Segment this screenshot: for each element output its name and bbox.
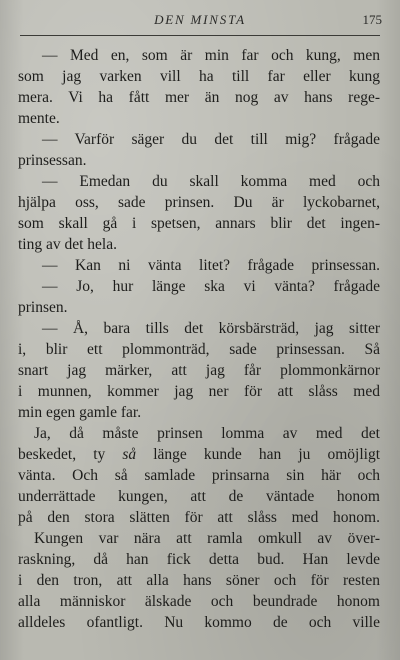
header-rule <box>20 35 380 36</box>
text-fragment: beskedet, ty <box>18 446 106 463</box>
text-line: alldeles ofantligt. Nu kommo de och ville <box>18 614 380 631</box>
running-head <box>18 12 382 30</box>
text-line: på den stora slätten för att slåss med honom. <box>18 509 380 526</box>
text-line: i den tron, att alla hans söner och för resten <box>18 572 380 589</box>
text-line: raskning, då han fick detta bud. Han levde <box>18 551 380 568</box>
text-line: underrättade kungen, att de väntade honom <box>18 488 380 505</box>
text-line: ting av det hela. <box>18 236 117 253</box>
text-line: — Med en, som är min far och kung, men <box>42 47 380 64</box>
running-title: DEN MINSTA <box>154 12 246 27</box>
text-line: min egen gamle far. <box>18 404 142 421</box>
text-line: — Jo, hur länge ska vi vänta? frågade <box>42 278 380 295</box>
text-line: Ja, då måste prinsen lomma av med det <box>34 425 380 442</box>
text-line <box>18 444 380 465</box>
emphasized-word: så <box>122 446 137 463</box>
text-line: i, blir ett plommonträd, sade prinsessan. Så <box>18 341 380 358</box>
text-line: snart jag märker, att jag får plommonkärnor <box>18 362 380 379</box>
text-line: i munnen, kommer jag ner för att slåss med <box>18 383 380 400</box>
text-line: — Kan ni vänta litet? frågade prinsessan. <box>42 257 380 274</box>
text-line: mera. Vi ha fått mer än nog av hans rege- <box>18 89 380 106</box>
text-line: vänta. Och så samlade prinsarna sin här och <box>18 467 380 484</box>
text-line: — Å, bara tills det körsbärsträd, jag sitter <box>42 320 380 337</box>
text-line: Kungen var nära att ramla omkull av över- <box>34 530 380 547</box>
text-line: prinsen. <box>18 299 68 316</box>
page-number: 175 <box>362 12 382 27</box>
text-fragment: länge kunde han ju omöjligt <box>153 446 380 463</box>
text-line: — Varför säger du det till mig? frågade <box>42 131 380 148</box>
body-text <box>18 45 380 633</box>
text-line: — Emedan du skall komma med och <box>42 173 380 190</box>
text-line: hjälpa oss, sade prinsen. Du är lyckobarnet, <box>18 194 380 211</box>
text-line: mente. <box>18 110 60 127</box>
text-line: som skall gå i spetsen, annars blir det ingen- <box>18 215 380 232</box>
text-line: prinsessan. <box>18 152 87 169</box>
text-line: alla människor älskade och beundrade honom <box>18 593 380 610</box>
text-line: som jag varken vill ha till far eller kung <box>18 68 380 85</box>
